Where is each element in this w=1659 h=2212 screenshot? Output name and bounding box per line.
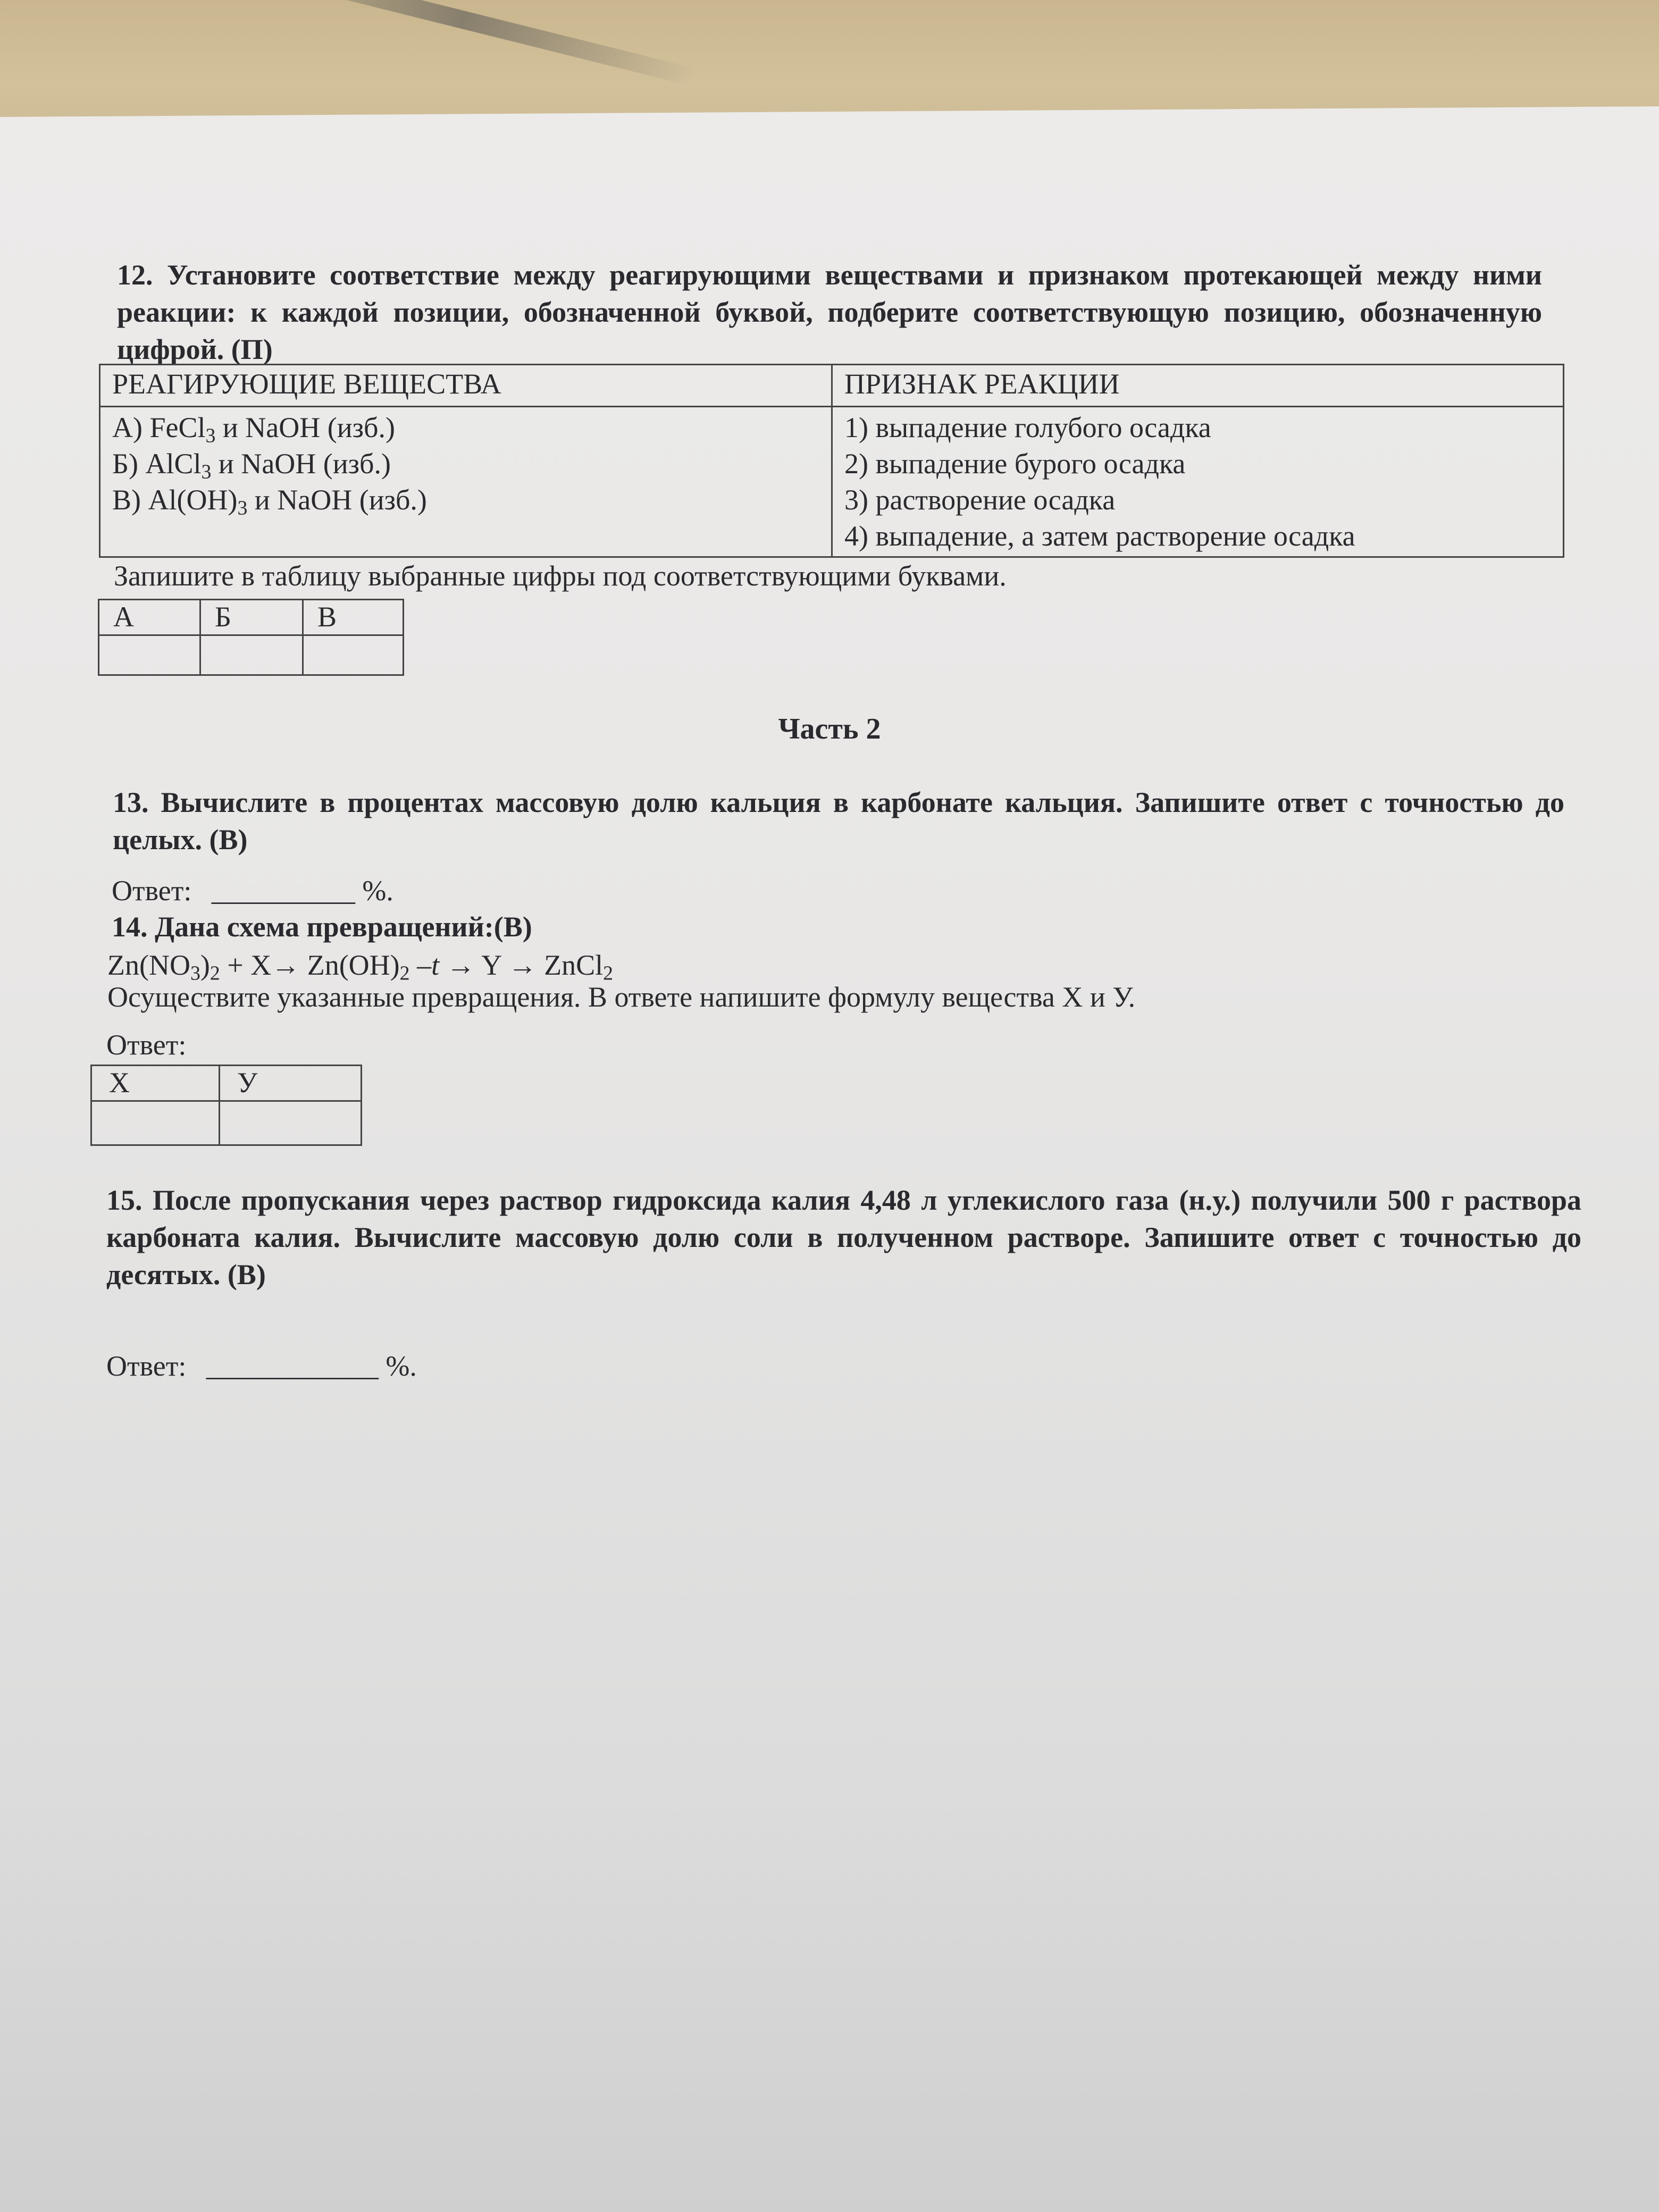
q12-instruction: Запишите в таблицу выбранные цифры под соответствующими буквами.: [114, 560, 1007, 592]
q12-left-item-b: Б) AlCl$_3$ и NaOH (изб.): [112, 448, 391, 483]
q14-scheme: $Zn(NO_3)_2 + X\to Zn(OH)_2$ –t → Y → ZnCl$_2$: [107, 949, 613, 985]
q12-right-items: [832, 407, 1564, 557]
q12-answer-table: [98, 599, 404, 676]
q15-answer-label: Ответ:: [106, 1350, 187, 1382]
q13-title: 13. Вычислите в процентах массовую долю кальция в карбонате кальция. Запишите ответ с точностью до целых. (В): [113, 786, 1564, 856]
q12-left-item-a: А) FeCl$_3$ и NaOH (изб.): [112, 412, 395, 447]
q13-answer-line: [112, 873, 393, 908]
q12-answer-header-a: А: [99, 600, 200, 635]
q12-answer-header-c: В: [303, 600, 404, 635]
q15-answer-unit: %.: [386, 1350, 417, 1382]
q12-right-item-1: 1) выпадение голубого осадка: [844, 412, 1211, 443]
part2-heading: Часть 2: [778, 713, 881, 745]
q12-answer-cell-a[interactable]: [99, 635, 200, 675]
q14-title: 14. Дана схема превращений:(В): [112, 911, 532, 943]
q12-right-item-2: 2) выпадение бурого осадка: [844, 448, 1186, 480]
q12-answer-cell-c[interactable]: [303, 635, 404, 675]
q12-left-header: РЕАГИРУЮЩИЕ ВЕЩЕСТВА: [100, 365, 832, 407]
q14-answer-table: [90, 1065, 362, 1146]
q14-answer-header-y: У: [220, 1066, 362, 1101]
q14-instruction: Осуществите указанные превращения. В ответе напишите формулу вещества X и У.: [107, 981, 1136, 1013]
q12-right-item-4: 4) выпадение, а затем растворение осадка: [844, 520, 1355, 552]
q12-answer-header-b: Б: [200, 600, 303, 635]
q13-answer-unit: %.: [362, 875, 393, 907]
q12-answer-cell-b[interactable]: [200, 635, 303, 675]
q12-matching-table: [99, 364, 1564, 558]
q15-title: 15. После пропускания через раствор гидроксида калия 4,48 л углекислого газа (н.у.) получили 500 г раствора карбоната калия. Вычислите массовую долю соли в полученном растворе. Запишите ответ с точностью до десятых. (В): [106, 1184, 1581, 1291]
q13-answer-label: Ответ:: [112, 875, 192, 907]
q15-answer-line: [106, 1348, 417, 1384]
q12-right-header: ПРИЗНАК РЕАКЦИИ: [832, 365, 1564, 407]
q12-left-items: [100, 407, 832, 557]
q15-answer-blank[interactable]: ____________: [206, 1350, 379, 1382]
q14-answer-label: Ответ:: [106, 1029, 187, 1061]
q14-answer-cell-y[interactable]: [220, 1101, 362, 1145]
q12-left-item-c: В) $Al(OH)_3$ и NaOH (изб.): [112, 484, 427, 520]
q14-answer-cell-x[interactable]: [91, 1101, 220, 1145]
q13-answer-blank[interactable]: __________: [211, 875, 355, 907]
q12-right-item-3: 3) растворение осадка: [844, 484, 1116, 516]
q14-answer-header-x: X: [91, 1066, 220, 1101]
q12-title: 12. Установите соответствие между реагирующими веществами и признаком протекающей между ними реакции: к каждой позиции, обозначенной буквой, подберите соответствующую позицию, обозначенную цифрой. (П): [117, 259, 1542, 365]
